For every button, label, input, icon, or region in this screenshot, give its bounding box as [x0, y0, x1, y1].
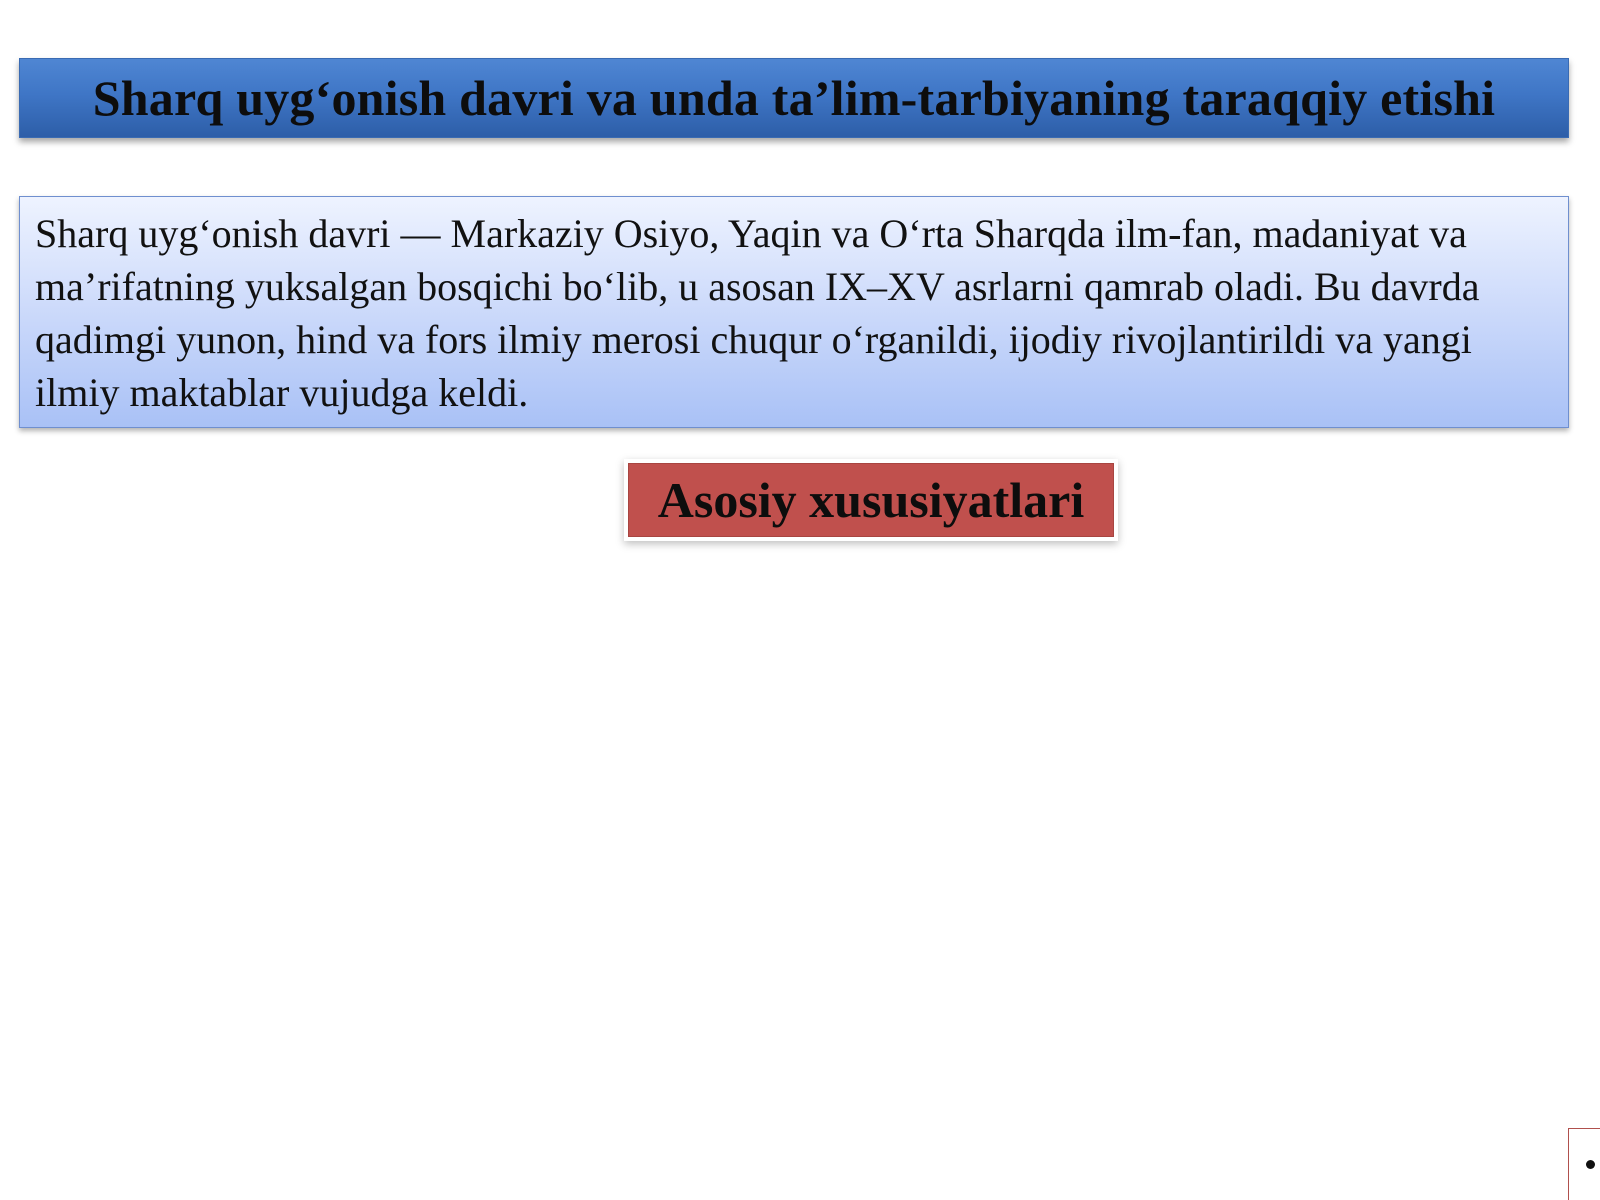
intro-text-box — [19, 196, 1569, 428]
slide-title: Sharq uyg‘onish davri va unda ta’lim-tarbiyaning taraqqiy etishi — [92, 70, 1496, 126]
intro-paragraph: Sharq uyg‘onish davri — Markaziy Osiyo, Yaqin va O‘rta Sharqda ilm-fan, madaniyat va ma’rifatning yuksalgan bosqichi bo‘lib, u asosan IX–XV asrlarni qamrab oladi. Bu davrda qadimgi yunon, hind va fors ilmiy merosi chuqur o‘rganildi, ijodiy rivojlantirildi va yangi ilmiy maktablar vujudga keldi. — [35, 211, 1480, 415]
bullet-dot-icon — [1586, 1160, 1595, 1169]
partial-bullet-box — [1568, 1128, 1600, 1200]
section-heading: Asosiy xususiyatlari — [657, 472, 1085, 528]
section-heading-box — [628, 463, 1114, 537]
title-banner — [19, 58, 1569, 138]
